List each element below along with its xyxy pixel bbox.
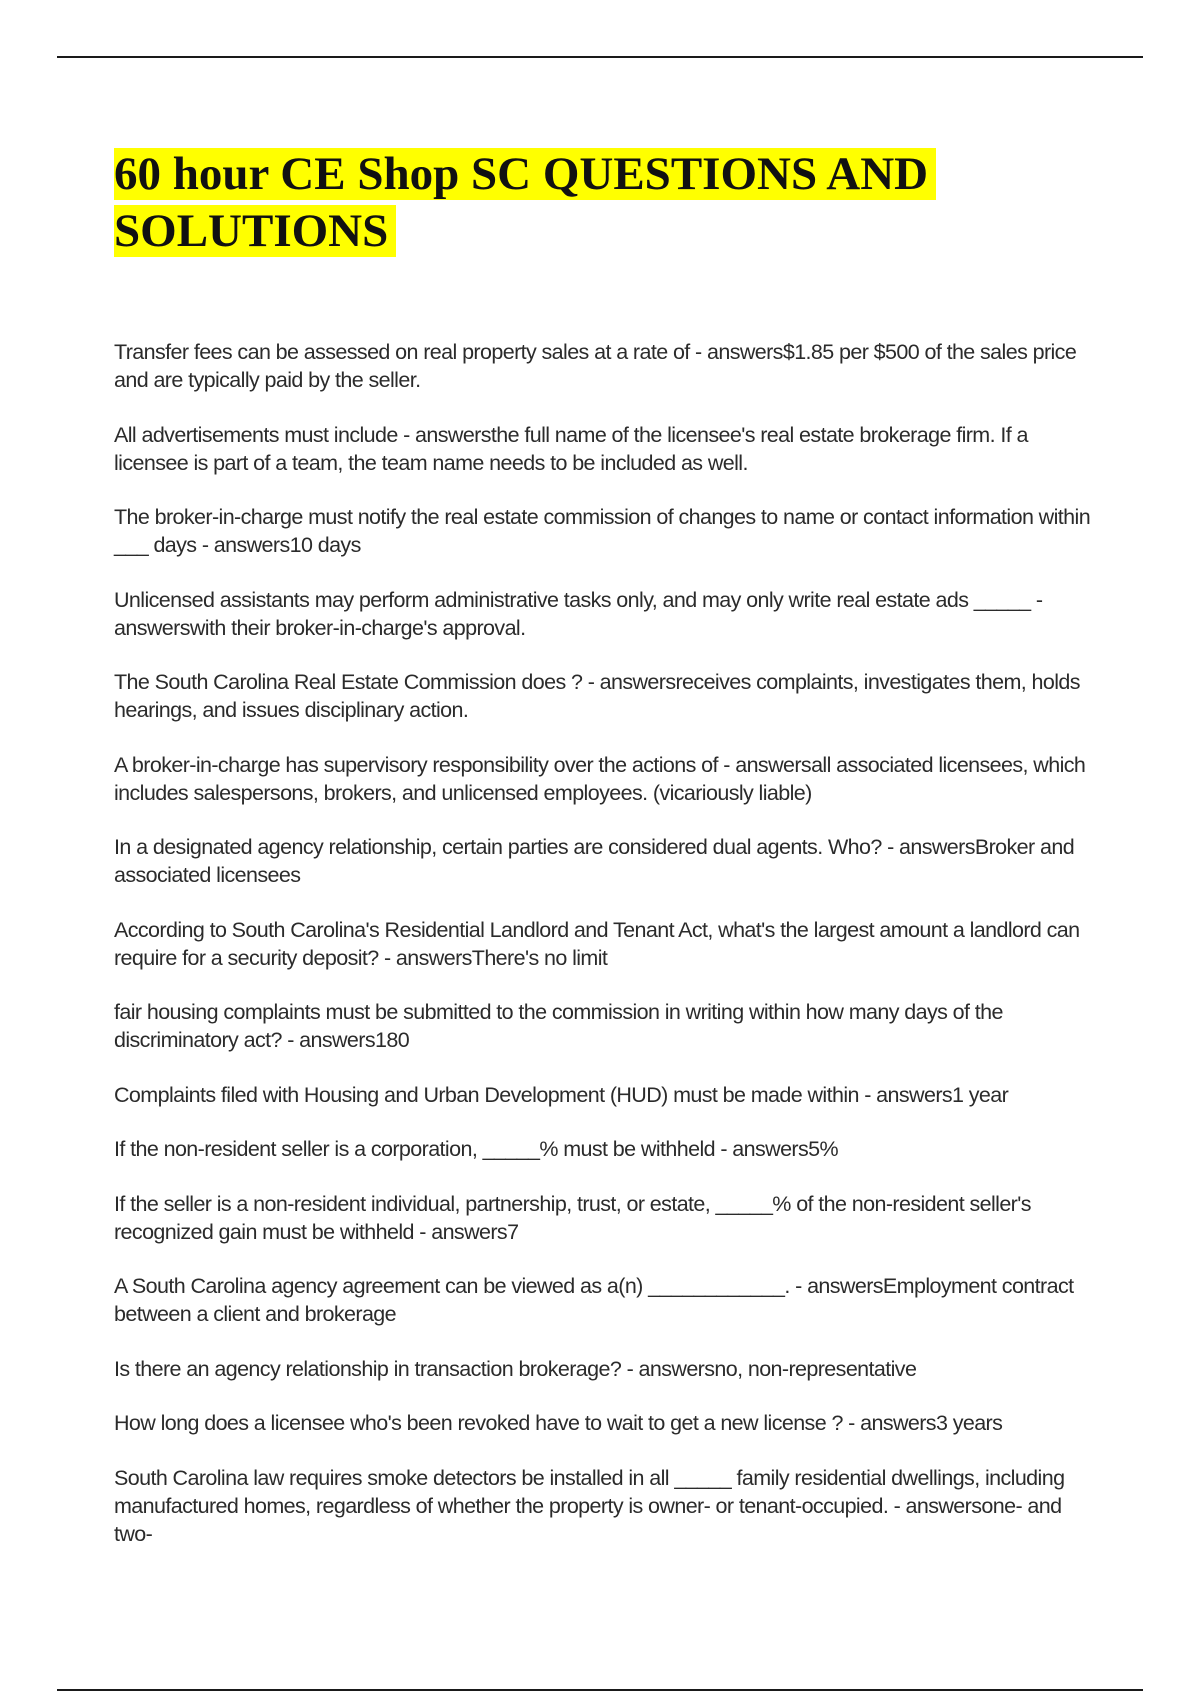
qa-item: Unlicensed assistants may perform administrative tasks only, and may only write real estate ads _____ - answerswith their broker-in-charge's approval. bbox=[114, 587, 1043, 640]
document-title bbox=[114, 146, 1014, 260]
bottom-rule bbox=[57, 1689, 1143, 1691]
qa-item: If the seller is a non-resident individual, partnership, trust, or estate, _____% of the non-resident seller's recognized gain must be withheld - answers7 bbox=[114, 1191, 1031, 1244]
qa-item: A broker-in-charge has supervisory responsibility over the actions of - answersall associated licensees, which includes salespersons, brokers, and unlicensed employees. (vicariously liable) bbox=[114, 752, 1086, 805]
qa-list bbox=[114, 338, 1094, 1574]
qa-item: Is there an agency relationship in transaction brokerage? - answersno, non-representative bbox=[114, 1356, 917, 1381]
qa-item: Transfer fees can be assessed on real property sales at a rate of - answers$1.85 per $500 of the sales price and are typically paid by the seller. bbox=[114, 340, 1077, 392]
qa-item: South Carolina law requires smoke detectors be installed in all _____ family residential dwellings, including manufactured homes, regardless of whether the property is owner- or tenant-occupied. - answersone- and two- bbox=[114, 1465, 1065, 1546]
qa-item: fair housing complaints must be submitted to the commission in writing within how many days of the discriminatory act? - answers180 bbox=[114, 1000, 1003, 1052]
qa-item: Complaints filed with Housing and Urban Development (HUD) must be made within - answers1 year bbox=[114, 1082, 1009, 1107]
qa-item: In a designated agency relationship, certain parties are considered dual agents. Who? - answersBroker and associated licensees bbox=[114, 835, 1075, 887]
qa-item: The South Carolina Real Estate Commission does ? - answersreceives complaints, investigates them, holds hearings, and issues disciplinary action. bbox=[114, 670, 1080, 722]
qa-item: All advertisements must include - answersthe full name of the licensee's real estate brokerage firm. If a licensee is part of a team, the team name needs to be included as well. bbox=[114, 422, 1028, 475]
title-block bbox=[114, 146, 1014, 260]
qa-item: A South Carolina agency agreement can be viewed as a(n) ____________. - answersEmployment contract between a client and brokerage bbox=[114, 1274, 1074, 1326]
qa-item: If the non-resident seller is a corporation, _____% must be withheld - answers5% bbox=[114, 1137, 839, 1161]
top-rule bbox=[57, 56, 1143, 58]
title-highlight: 60 hour CE Shop SC QUESTIONS AND SOLUTIONS bbox=[114, 148, 936, 257]
qa-item: How long does a licensee who's been revoked have to wait to get a new license ? - answers3 years bbox=[114, 1411, 1003, 1435]
qa-item: According to South Carolina's Residential Landlord and Tenant Act, what's the largest amount a landlord can require for a security deposit? - answersThere's no limit bbox=[114, 917, 1080, 970]
qa-item: The broker-in-charge must notify the real estate commission of changes to name or contact information within ___ days - answers10 days bbox=[114, 505, 1091, 557]
